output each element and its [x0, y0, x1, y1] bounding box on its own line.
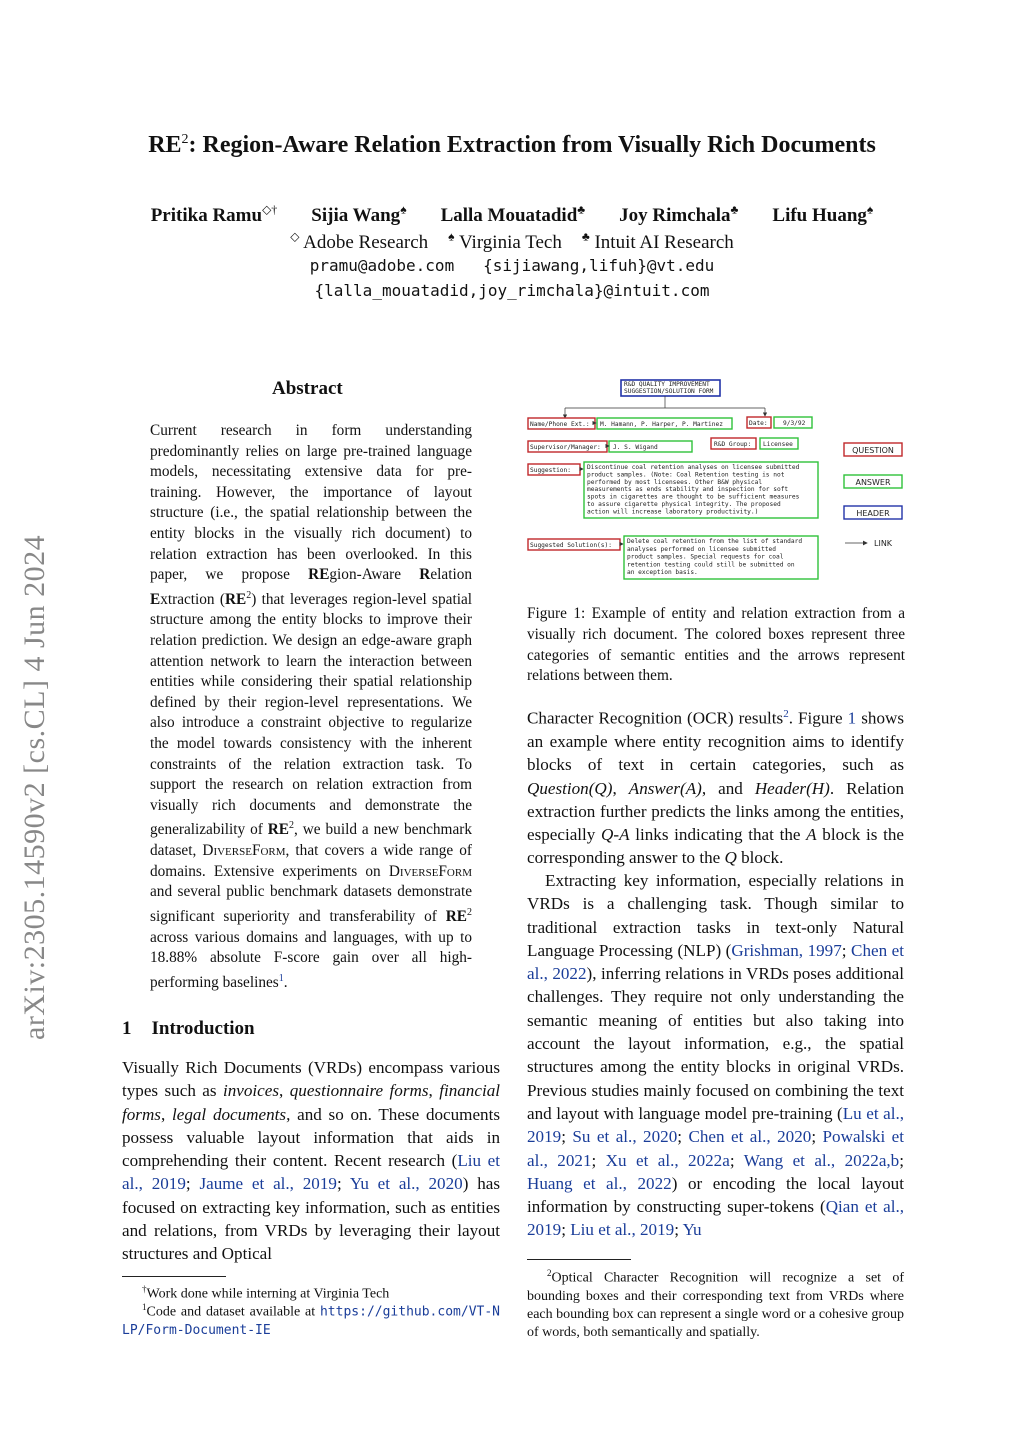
- right-paragraph-2: Extracting key information, especially relations in VRDs is a challenging task. Though similar to traditional extraction tasks in text-only Natural Language Processing (NLP) (Grishman, 1997; Chen et al., 2022), inferring relations in VRDs poses additional challenges. They require not only understanding the semantic meaning of entities but also taking into account the layout information, e.g., the spatial structures among the entity blocks in original VRDs. Previous studies mainly focused on combining the text and layout with language model pre-training (Lu et al., 2019; Su et al., 2020; Chen et al., 2020; Powalski et al., 2021; Xu et al., 2022a; Wang et al., 2022a,b; Huang et al., 2022) or encoding the local layout information by constructing super-tokens (Qian et al., 2019; Liu et al., 2019; Yu: [527, 871, 905, 1240]
- citation-link[interactable]: Qian et al., 2019: [527, 1197, 904, 1240]
- affiliation: ♣ Intuit AI Research: [581, 230, 734, 254]
- citation-link[interactable]: Jaume et al., 2019: [199, 1174, 337, 1194]
- figure-text-line: action will increase laboratory productivity.): [587, 508, 759, 516]
- abstract-body: Current research in form understanding predominantly relies on large pre-trained language models, necessitating extensive data for pre-training. However, the importance of layout structure (i.e., the spatial relationship between the entity blocks in the visually rich document) to relation extraction has been overlooked. In this paper, we propose REgion-Aware Relation Extraction $(RE^2)$ that leverages region-level spatial structure among the entity blocks to improve their relation prediction. We design an edge-aware graph attention network to learn the interaction between entities while considering their spatial relationship defined by their region-level representations. We also introduce a constraint objective to regularize the model towards consistency with the inherent constraints of the relation extraction task. To support the research on relation extraction from visually rich documents and demonstrate the generalizability of $RE^2$, we build a new benchmark dataset, DiverseForm, that covers a wide range of domains. Extensive experiments on DiverseForm and several public benchmark datasets demonstrate significant superiority and transferability of $RE^2$ across various domains and languages, with up to 18.88% absolute F-score gain over all high-performing baselines$^1$.: [150, 422, 472, 991]
- figure-text-line: performed by most licensees. Other B&W physical: [587, 478, 763, 486]
- citation-link[interactable]: Yu: [682, 1220, 702, 1240]
- citation-link[interactable]: Liu et al., 2019: [122, 1151, 500, 1194]
- citation-link[interactable]: Yu et al., 2020: [349, 1174, 463, 1194]
- author: Lifu Huang♠: [772, 203, 874, 227]
- figure-text-line: product samples. Special requests for coal: [627, 553, 784, 561]
- figure-text-line: spots in cigarettes are thought to be sufficient measures: [587, 493, 800, 501]
- citation-link[interactable]: Lu et al., 2019: [527, 1103, 904, 1147]
- affiliation: ◇ Adobe Research: [290, 230, 429, 254]
- author: Sijia Wang♠: [311, 203, 407, 227]
- legend-question-label: QUESTION: [852, 446, 894, 455]
- citation-link[interactable]: Chen et al., 2020: [688, 1127, 812, 1147]
- suggestion-text: [587, 464, 800, 515]
- title-rest: : Region-Aware Relation Extraction from Visually Rich Documents: [188, 132, 876, 158]
- svg-text:R&D Group:: R&D Group:: [714, 441, 752, 448]
- section-heading: 1 Introduction: [122, 1018, 255, 1039]
- intro-paragraph: Visually Rich Documents (VRDs) encompass various types such as invoices, questionnaire forms, financial forms, legal documents, and so on. These documents possess valuable layout information that aids in comprehending their content. Recent research (Liu et al., 2019; Jaume et al., 2019; Yu et al., 2020) has focused on extracting key information, such as entities and relations, from VRDs by leveraging their layout structures and Optical: [122, 1058, 501, 1264]
- citation-link[interactable]: Liu et al., 2019: [570, 1220, 675, 1240]
- citation-link[interactable]: Xu et al., 2022a: [605, 1150, 730, 1170]
- citation-link[interactable]: Powalski et al., 2021: [527, 1127, 905, 1170]
- svg-text:Licensee: Licensee: [763, 441, 793, 448]
- figure-text-line: product samples. (Note: Coal Retention testing is not: [587, 471, 785, 479]
- figure-text-line: Delete coal retention from the list of standard: [627, 538, 803, 545]
- svg-text:M. Hamann, P. Harper, P. Marti: M. Hamann, P. Harper, P. Martinez: [600, 421, 723, 428]
- citation-link[interactable]: Grishman, 1997: [731, 940, 842, 960]
- right-paragraph-1: Character Recognition (OCR) results$^2$. Figure 1 shows an example where entity recognition aims to identify blocks of text in certain categories, such as Question(Q), Answer(A), and Header(H). Relation extraction further predicts the links among the entities, especially Q-A links indicating that the A block is the corresponding answer to the Q block.: [527, 708, 904, 868]
- arxiv-identifier: arXiv:2305.14590v2 [cs.CL] 4 Jun 2024: [18, 534, 51, 1040]
- figure-text-line: retention testing could still be submitted on: [627, 561, 795, 569]
- solution-text: [627, 538, 802, 576]
- svg-text:Suggested Solution(s):: Suggested Solution(s):: [530, 542, 612, 549]
- footnote: †Work done while interning at Virginia Tech: [142, 1284, 390, 1302]
- footnote: $^2$Optical Character Recognition will recognize a set of bounding boxes and their corresponding text from VRDs where each bounding box can represent a single word or a cohesive group of words, both semantically and spatially.: [527, 1268, 904, 1340]
- citation-link[interactable]: Chen et al., 2022: [527, 940, 904, 984]
- figure-text-line: analyses performed on licensee submitted: [627, 545, 777, 553]
- author: Lalla Mouatadid♣: [440, 203, 586, 227]
- figure-text-line: Discontinue coal retention analyses on licensee submitted: [587, 464, 800, 471]
- legend-answer-label: ANSWER: [855, 478, 891, 487]
- email-line: {lalla_mouatadid,joy_rimchala}@intuit.com: [314, 281, 710, 300]
- svg-text:Name/Phone Ext.:: Name/Phone Ext.:: [530, 421, 590, 428]
- figure-text-line: measurements as ends stability and inspection for soft: [587, 486, 789, 494]
- email-line: pramu@adobe.com {sijiawang,lifuh}@vt.edu: [309, 256, 715, 275]
- svg-text:Date:: Date:: [749, 420, 768, 427]
- title-sup: 2: [181, 132, 189, 147]
- figure-ref[interactable]: 1: [847, 708, 857, 728]
- citation-link[interactable]: Su et al., 2020: [572, 1127, 678, 1147]
- footnote: $^1$Code and dataset available at https://github.com/VT-NLP/Form-Document-IE: [122, 1302, 500, 1338]
- abstract-heading: Abstract: [272, 378, 343, 399]
- figure-text-line: an exception basis.: [627, 569, 698, 577]
- legend-link-label: LINK: [874, 539, 893, 548]
- footnote-ref[interactable]: 2: [783, 708, 789, 720]
- svg-text:9/3/92: 9/3/92: [783, 420, 806, 427]
- footnote-rule: [122, 1276, 226, 1277]
- svg-text:SUGGESTION/SOLUTION FORM: SUGGESTION/SOLUTION FORM: [624, 388, 714, 395]
- svg-text:Supervisor/Manager:: Supervisor/Manager:: [530, 444, 601, 451]
- repo-link[interactable]: https://github.com/VT-NLP/Form-Document-IE: [122, 1304, 500, 1338]
- paper-title: [0, 132, 1024, 159]
- author: Pritika Ramu◇†: [150, 203, 278, 227]
- figure-text-line: to assure cigarette physical integrity. The proposed: [587, 501, 781, 508]
- author-list: [0, 203, 1024, 227]
- affiliation: ♠ Virginia Tech: [448, 230, 562, 254]
- svg-text:J. S. Wigand: J. S. Wigand: [613, 444, 658, 451]
- footnote-rule: [527, 1259, 631, 1260]
- legend-header-label: HEADER: [856, 509, 890, 518]
- citation-link[interactable]: Huang et al., 2022: [527, 1173, 672, 1193]
- author: Joy Rimchala♣: [619, 203, 739, 227]
- figure-1-diagram: [525, 376, 910, 588]
- citation-link[interactable]: Wang et al., 2022a,b: [743, 1150, 900, 1170]
- title-prefix: RE: [148, 132, 182, 158]
- header-entity-text: R&D QUALITY IMPROVEMENT: [624, 381, 710, 388]
- svg-text:Suggestion:: Suggestion:: [530, 467, 571, 474]
- figure-caption: Figure 1: Example of entity and relation extraction from a visually rich document. The colored boxes represent three categories of semantic entities and the arrows represent relations between them.: [527, 605, 905, 685]
- footnote-ref[interactable]: 1: [278, 972, 284, 984]
- affiliation-list: [0, 230, 1024, 254]
